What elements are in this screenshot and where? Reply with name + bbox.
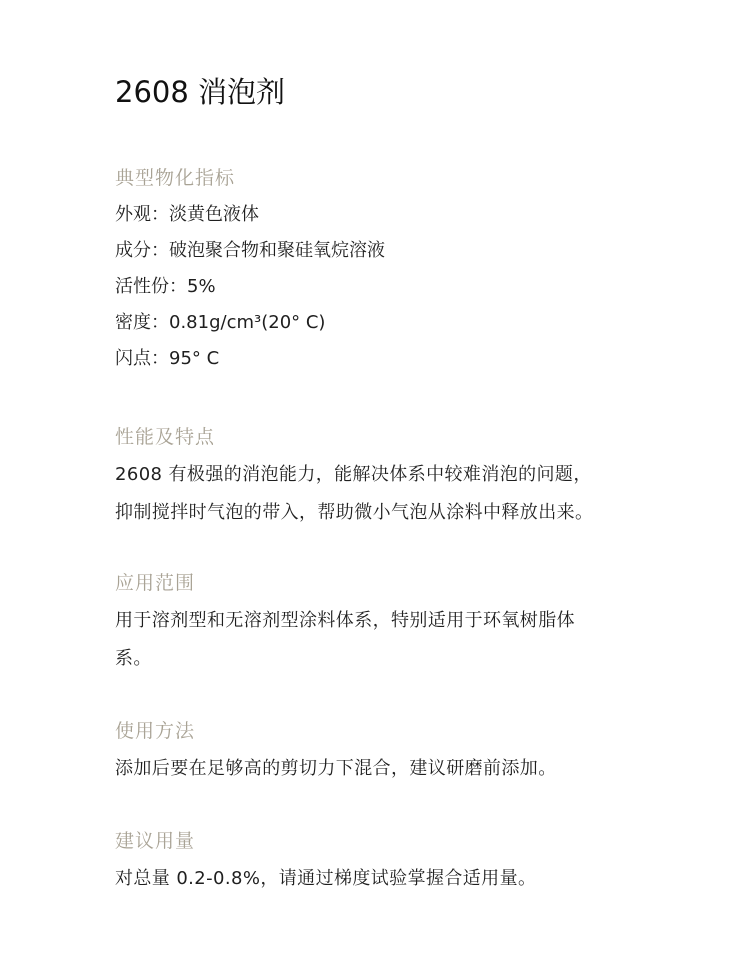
features-line-2: 抑制搅拌时气泡的带入，帮助微小气泡从涂料中释放出来。 <box>115 502 594 523</box>
spec-active-content: 活性份：5% <box>115 276 216 297</box>
spec-density: 密度：0.81g/cm³(20° C) <box>115 312 326 333</box>
section-heading-specs: 典型物化指标 <box>115 167 236 189</box>
section-heading-features: 性能及特点 <box>115 426 216 448</box>
application-line-1: 用于溶剂型和无溶剂型涂料体系，特别适用于环氧树脂体 <box>115 610 575 631</box>
page-title: 2608 消泡剂 <box>115 75 286 109</box>
section-application <box>115 570 695 678</box>
spec-flash-point: 闪点：95° C <box>115 348 220 369</box>
section-heading-dosage: 建议用量 <box>115 830 196 852</box>
section-dosage <box>115 828 695 898</box>
section-features <box>115 424 695 532</box>
dosage-line-1: 对总量 0.2-0.8%，请通过梯度试验掌握合适用量。 <box>115 868 537 889</box>
section-specs <box>115 165 695 377</box>
application-line-2: 系。 <box>115 648 152 669</box>
spec-appearance: 外观：淡黄色液体 <box>115 204 259 225</box>
spec-composition: 成分：破泡聚合物和聚硅氧烷溶液 <box>115 240 385 261</box>
features-line-1: 2608 有极强的消泡能力，能解决体系中较难消泡的问题， <box>115 464 592 485</box>
section-heading-usage: 使用方法 <box>115 720 196 742</box>
section-heading-application: 应用范围 <box>115 572 196 594</box>
usage-line-1: 添加后要在足够高的剪切力下混合，建议研磨前添加。 <box>115 758 557 779</box>
section-usage <box>115 718 695 788</box>
